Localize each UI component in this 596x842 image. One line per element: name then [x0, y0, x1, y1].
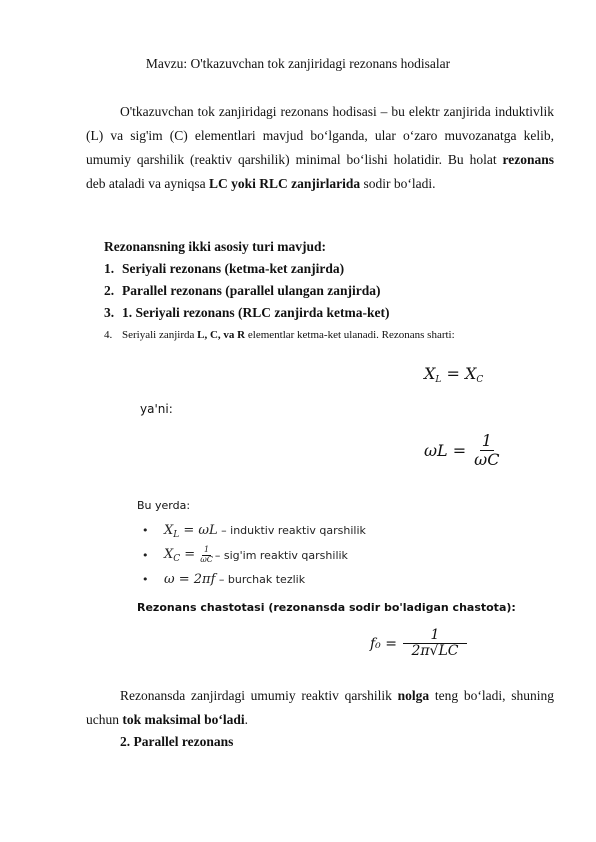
formula-fraction [472, 432, 501, 468]
formula-fraction [403, 628, 467, 660]
conclusion-bold-tok: tok maksimal bo‘ladi [122, 712, 245, 727]
yani-label: ya'ni: [140, 402, 173, 416]
formula-f0 [370, 628, 467, 660]
fraction-numerator: 1 [403, 628, 467, 644]
item-number: 3. [104, 305, 115, 320]
bu-yerda-label: Bu yerda: [137, 499, 191, 512]
bullet-desc: – burchak tezlik [215, 573, 306, 586]
bullet-dot: • [142, 524, 149, 537]
bullet-xl: • $X_L = \omega L$ – induktiv reaktiv qarshilik [142, 523, 366, 540]
intro-bold-rezonans: rezonans [502, 152, 554, 167]
formula-left: ωL = [424, 440, 467, 460]
fraction-denominator: 2π√LC [411, 643, 459, 660]
types-heading: Rezonansning ikki asosiy turi mavjud: [104, 239, 327, 254]
item-text: elementlar ketma-ket ulanadi. Rezonans sharti: [245, 329, 455, 341]
bullet-fraction: $\frac{1}{\omega C}$ [200, 545, 213, 564]
bullet-desc: – induktiv reaktiv qarshilik [217, 524, 366, 537]
item-number: 4. [104, 329, 113, 341]
types-item-4 [104, 325, 455, 345]
item-number: 2. [104, 283, 115, 298]
frequency-heading: Rezonans chastotasi (rezonansda sodir bo'ladigan chastota): [137, 601, 516, 614]
types-item-3 [104, 303, 389, 323]
conclusion-text: Rezonansda zanjirdagi umumiy reaktiv qarshilik [120, 688, 398, 703]
item-text: Seriyali zanjirda [122, 329, 198, 341]
item-label: Seriyali rezonans (ketma-ket zanjirda) [122, 261, 345, 276]
intro-text: sodir bo‘ladi. [360, 176, 436, 191]
item-bold: L, C, va R [197, 329, 246, 341]
conclusion-text: . [244, 712, 249, 727]
types-item-2 [104, 281, 381, 301]
section-2-heading: 2. Parallel rezonans [120, 734, 234, 749]
conclusion-bold-nolga: nolga [397, 688, 430, 703]
conclusion-text: teng bo‘ladi, shuning uchun [86, 688, 554, 727]
intro-text: deb ataladi va ayniqsa [86, 176, 209, 191]
fraction-denominator: ωC [474, 449, 500, 469]
item-label: Parallel rezonans (parallel ulangan zanjirda) [122, 283, 381, 298]
fraction-numerator: 1 [481, 431, 492, 450]
intro-bold-lc-rlc: LC yoki RLC zanjirlarida [208, 176, 361, 191]
intro-text: O'tkazuvchan tok zanjiridagi rezonans hodisasi – bu elektr zanjirida induktivlik (L) va sig'im (C) elementlari mavjud bo‘lganda, ular o‘zaro muvozanatga kelib, umumiy qarshilik (reaktiv qarshilik) minimal bo‘lishi holatidir. Bu holat [86, 104, 554, 167]
types-item-1 [104, 259, 344, 279]
item-number: 1. [104, 261, 115, 276]
formula-omega-l [424, 432, 501, 468]
conclusion-paragraph [86, 684, 554, 732]
bullet-xc: • $X_C$ = $\frac{1}{\omega C}$ – sig'im reaktiv qarshilik [142, 545, 348, 564]
item-label: 1. Seriyali rezonans (RLC zanjirda ketma-ket) [122, 305, 390, 320]
intro-paragraph [86, 100, 554, 196]
bullet-dot: • [142, 548, 149, 562]
formula-xl-equals-xc: $X_L = X_C$ [424, 364, 484, 385]
bullet-dot: • [142, 573, 149, 586]
page-title: Mavzu: O'tkazuvchan tok zanjiridagi rezonans hodisalar [145, 56, 451, 71]
bullet-omega: • ω = 2πf – burchak tezlik [142, 572, 306, 587]
bullet-desc: – sig'im reaktiv qarshilik [214, 548, 348, 562]
formula-left: f₀ = [370, 635, 397, 652]
